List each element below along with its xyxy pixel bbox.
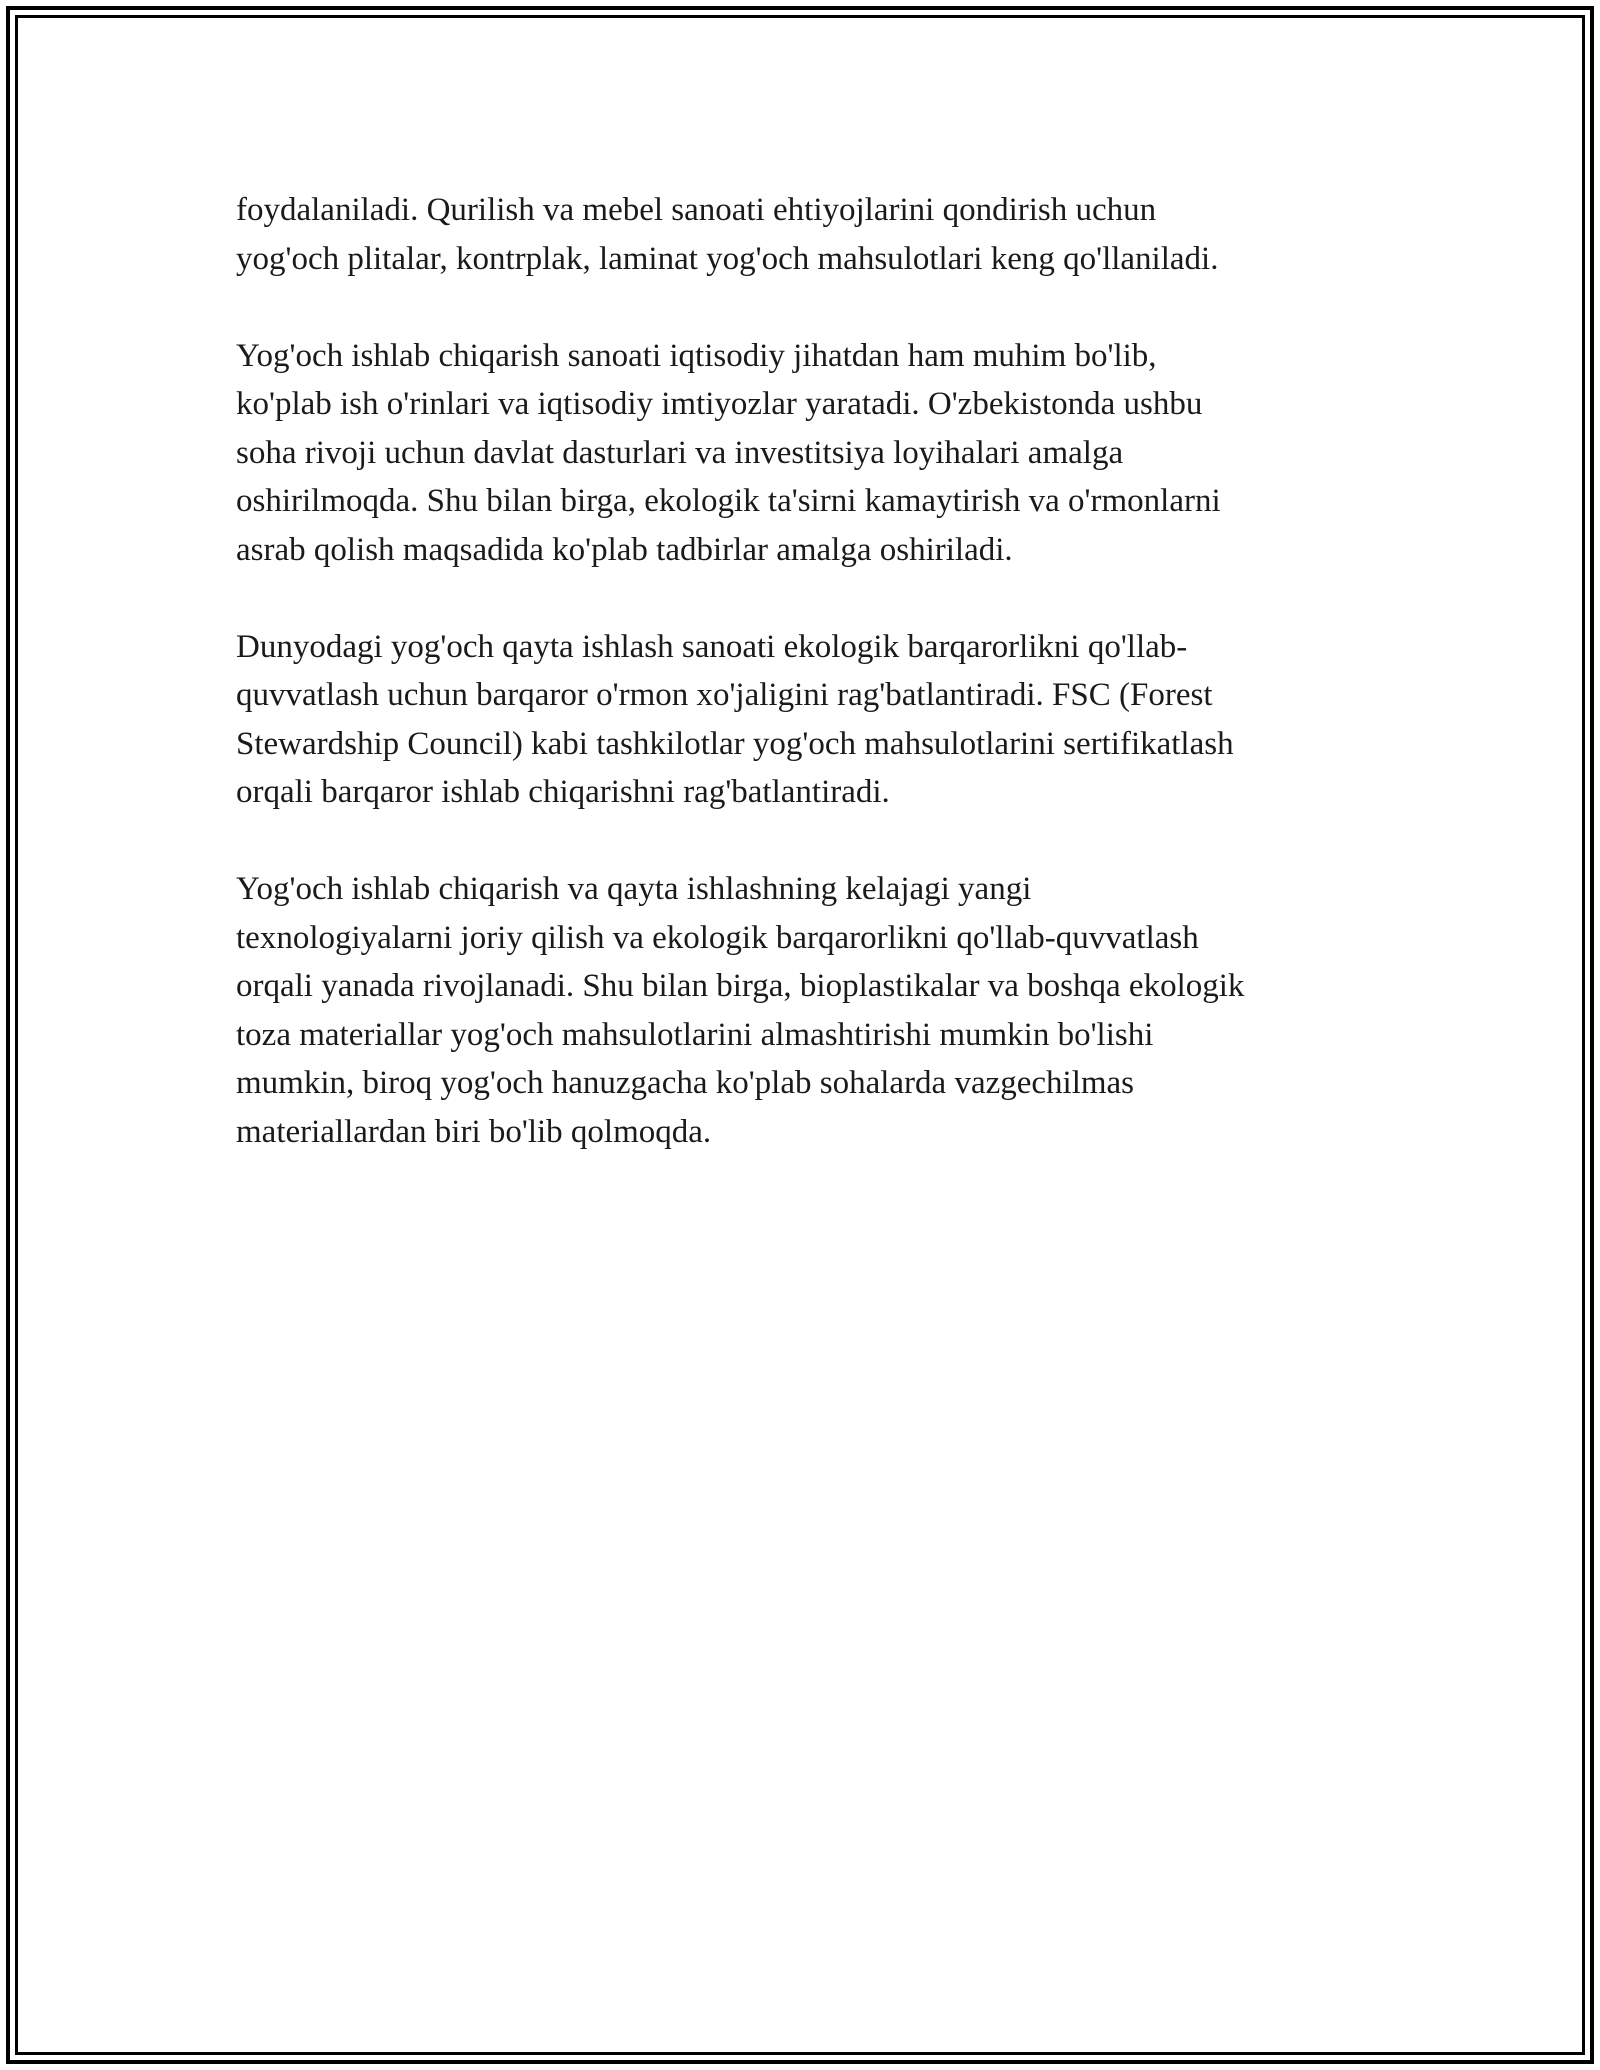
- paragraph-4: Yog'och ishlab chiqarish va qayta ishlashning kelajagi yangi texnologiyalarni joriy qilish va ekologik barqarorlikni qo'llab-quvvatlash orqali yanada rivojlanadi. Shu bilan birga, bioplastikalar va boshqa ekologik toza materiallar yog'och mahsulotlarini almashtirishi mumkin bo'lishi mumkin, biroq yog'och hanuzgacha ko'plab sohalarda vazgechilmas materiallardan biri bo'lib qolmoqda.: [236, 871, 1245, 1150]
- document-body: [236, 186, 1366, 1205]
- paragraph-2: Yog'och ishlab chiqarish sanoati iqtisodiy jihatdan ham muhim bo'lib, ko'plab ish o'rinlari va iqtisodiy imtiyozlar yaratadi. O'zbekistonda ushbu soha rivoji uchun davlat dasturlari va investitsiya loyihalari amalga oshirilmoqda. Shu bilan birga, ekologik ta'sirni kamaytirish va o'rmonlarni asrab qolish maqsadida ko'plab tadbirlar amalga oshiriladi.: [236, 337, 1221, 568]
- paragraph-3: Dunyodagi yog'och qayta ishlash sanoati ekologik barqarorlikni qo'llab- quvvatlash uchun barqaror o'rmon xo'jaligini rag'batlantiradi. FSC (Forest Stewardship Council) kabi tashkilotlar yog'och mahsulotlarini sertifikatlash orqali barqaror ishlab chiqarishni rag'batlantiradi.: [236, 628, 1234, 810]
- paragraph-1: foydalaniladi. Qurilish va mebel sanoati ehtiyojlarini qondirish uchun yog'och plitalar, kontrplak, laminat yog'och mahsulotlari keng qo'llaniladi.: [236, 192, 1219, 277]
